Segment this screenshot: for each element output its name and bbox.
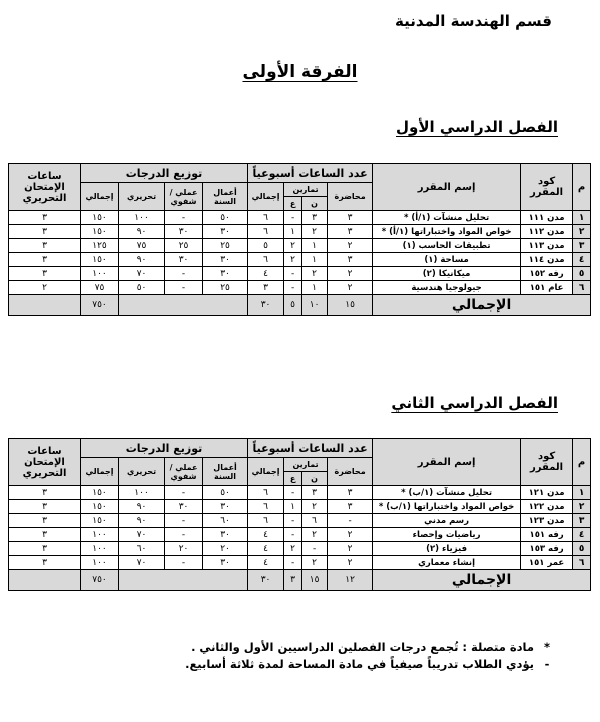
lecture-cell: ٣ xyxy=(328,253,373,267)
year-work-cell: ٣٠ xyxy=(203,253,248,267)
row-index-cell: ١ xyxy=(573,211,591,225)
written-cell: ٥٠ xyxy=(119,281,165,295)
header-lecture: محاضرة xyxy=(328,458,373,486)
year-work-cell: ٣٠ xyxy=(203,267,248,281)
row-index-cell: ٦ xyxy=(573,556,591,570)
total-row xyxy=(9,295,591,316)
lecture-cell: ٣ xyxy=(328,500,373,514)
exercise-a-cell: ٢ xyxy=(284,239,302,253)
exam-hours-cell: ٣ xyxy=(9,239,81,253)
exercise-n-cell: ٣ xyxy=(302,211,328,225)
table-row xyxy=(9,542,591,556)
practical-oral-cell: ٣٠ xyxy=(165,225,203,239)
lecture-cell: - xyxy=(328,514,373,528)
course-name-cell: ميكانيكا (٢) xyxy=(373,267,521,281)
hours-total-cell: ٤ xyxy=(248,528,284,542)
total-empty-cell xyxy=(119,295,248,316)
table-row xyxy=(9,239,591,253)
course-code-cell: مدن ١١١ xyxy=(521,211,573,225)
table-row xyxy=(9,556,591,570)
lecture-cell: ٢ xyxy=(328,267,373,281)
header-marks-total: إجمالي xyxy=(81,458,119,486)
header-hours-group: عدد الساعات أسبوعياً xyxy=(248,164,373,183)
exercise-a-cell: - xyxy=(284,486,302,500)
lecture-cell: ٢ xyxy=(328,542,373,556)
header-written: تحريري xyxy=(119,183,165,211)
header-hours-total: إجمالي xyxy=(248,458,284,486)
exercise-n-cell: ٢ xyxy=(302,556,328,570)
marks-total-cell: ١٠٠ xyxy=(81,267,119,281)
written-cell: ١٠٠ xyxy=(119,486,165,500)
exercise-a-cell: ٢ xyxy=(284,542,302,556)
note-item xyxy=(185,657,560,674)
hours-total-cell: ٦ xyxy=(248,514,284,528)
lecture-cell: ٢ xyxy=(328,556,373,570)
header-marks-group: توزيع الدرجات xyxy=(81,439,248,458)
department-title: قسم الهندسة المدنية xyxy=(395,12,552,30)
exam-hours-cell: ٣ xyxy=(9,225,81,239)
header-exercises: تمارين xyxy=(284,183,328,197)
year-work-cell: ٣٠ xyxy=(203,528,248,542)
course-code-cell: رفه ١٥٣ xyxy=(521,542,573,556)
hours-total-cell: ٥ xyxy=(248,239,284,253)
total-label: الإجمالي xyxy=(373,570,591,591)
marks-total-cell: ١٠٠ xyxy=(81,556,119,570)
year-work-cell: ٣٠ xyxy=(203,500,248,514)
total-hours: ٣٠ xyxy=(248,295,284,316)
hours-total-cell: ٦ xyxy=(248,225,284,239)
exam-hours-cell: ٣ xyxy=(9,556,81,570)
header-practical-oral: عملي / شفوي xyxy=(165,183,203,211)
header-exercise-n: ن xyxy=(302,197,328,211)
row-index-cell: ٦ xyxy=(573,281,591,295)
marks-total-cell: ١٥٠ xyxy=(81,225,119,239)
practical-oral-cell: - xyxy=(165,514,203,528)
row-index-cell: ٥ xyxy=(573,542,591,556)
year-work-cell: ٦٠ xyxy=(203,514,248,528)
year-work-cell: ٢٥ xyxy=(203,239,248,253)
hours-total-cell: ٦ xyxy=(248,500,284,514)
header-lecture: محاضرة xyxy=(328,183,373,211)
exercise-a-cell: - xyxy=(284,281,302,295)
year-work-cell: ٥٠ xyxy=(203,486,248,500)
exercise-n-cell: ١ xyxy=(302,239,328,253)
exercise-n-cell: - xyxy=(302,542,328,556)
year-work-cell: ٢٠ xyxy=(203,542,248,556)
exercise-a-cell: ١ xyxy=(284,500,302,514)
semester-1-title: الفصل الدراسي الأول xyxy=(396,118,558,136)
notes xyxy=(185,640,560,674)
course-code-cell: عام ١٥١ xyxy=(521,281,573,295)
header-exam-hours: ساعات الإمتحان التحريري xyxy=(9,164,81,211)
header-marks-group: توزيع الدرجات xyxy=(81,164,248,183)
course-code-cell: مدن ١١٤ xyxy=(521,253,573,267)
course-name-cell: تحليل منشآت (١/ب) * xyxy=(373,486,521,500)
total-label: الإجمالي xyxy=(373,295,591,316)
course-code-cell: مدن ١٢٣ xyxy=(521,514,573,528)
written-cell: ١٠٠ xyxy=(119,211,165,225)
exercise-n-cell: ١ xyxy=(302,253,328,267)
note-item xyxy=(185,640,560,657)
hours-total-cell: ٦ xyxy=(248,253,284,267)
practical-oral-cell: - xyxy=(165,556,203,570)
course-code-cell: رفه ١٥٢ xyxy=(521,267,573,281)
row-index-cell: ٢ xyxy=(573,225,591,239)
written-cell: ٧٠ xyxy=(119,267,165,281)
marks-total-cell: ١٥٠ xyxy=(81,500,119,514)
header-marks-total: إجمالي xyxy=(81,183,119,211)
exam-hours-cell: ٣ xyxy=(9,514,81,528)
year-work-cell: ٣٠ xyxy=(203,225,248,239)
written-cell: ٩٠ xyxy=(119,500,165,514)
practical-oral-cell: - xyxy=(165,528,203,542)
total-lecture: ١٢ xyxy=(328,570,373,591)
practical-oral-cell: - xyxy=(165,211,203,225)
semester-2-table xyxy=(8,438,591,591)
lecture-cell: ٣ xyxy=(328,211,373,225)
exam-hours-cell: ٣ xyxy=(9,253,81,267)
row-index-cell: ٤ xyxy=(573,253,591,267)
header-exam-hours: ساعات الإمتحان التحريري xyxy=(9,439,81,486)
course-code-cell: مدن ١١٣ xyxy=(521,239,573,253)
marks-total-cell: ١٥٠ xyxy=(81,211,119,225)
hours-total-cell: ٤ xyxy=(248,542,284,556)
exam-hours-cell: ٢ xyxy=(9,281,81,295)
table-row xyxy=(9,253,591,267)
year-work-cell: ٢٥ xyxy=(203,281,248,295)
total-marks: ٧٥٠ xyxy=(81,570,119,591)
total-empty-cell xyxy=(9,295,81,316)
course-code-cell: مدن ١٢١ xyxy=(521,486,573,500)
practical-oral-cell: ٣٠ xyxy=(165,500,203,514)
row-index-cell: ٣ xyxy=(573,239,591,253)
lecture-cell: ٢ xyxy=(328,528,373,542)
table-row xyxy=(9,514,591,528)
practical-oral-cell: ٣٠ xyxy=(165,253,203,267)
exercise-n-cell: ١ xyxy=(302,281,328,295)
note-marker: * xyxy=(543,640,550,654)
lecture-cell: ٣ xyxy=(328,486,373,500)
row-index-cell: ٣ xyxy=(573,514,591,528)
exercise-n-cell: ٦ xyxy=(302,514,328,528)
course-name-cell: جيولوجيا هندسية xyxy=(373,281,521,295)
exercise-a-cell: - xyxy=(284,556,302,570)
written-cell: ٧٠ xyxy=(119,528,165,542)
row-index-cell: ٤ xyxy=(573,528,591,542)
header-year-work: أعمال السنة xyxy=(203,183,248,211)
year-title: الفرقة الأولى xyxy=(242,62,358,82)
written-cell: ٩٠ xyxy=(119,225,165,239)
note-marker: - xyxy=(544,657,550,671)
table-row xyxy=(9,500,591,514)
header-exercise-a: ع xyxy=(284,472,302,486)
lecture-cell: ٣ xyxy=(328,225,373,239)
practical-oral-cell: ٢٥ xyxy=(165,239,203,253)
hours-total-cell: ٦ xyxy=(248,211,284,225)
written-cell: ٩٠ xyxy=(119,253,165,267)
header-written: تحريري xyxy=(119,458,165,486)
marks-total-cell: ١٥٠ xyxy=(81,253,119,267)
course-name-cell: خواص المواد واختباراتها (١/أ) * xyxy=(373,225,521,239)
course-name-cell: تطبيقات الحاسب (١) xyxy=(373,239,521,253)
header-code: كود المقرر xyxy=(521,164,573,211)
header-hours-group: عدد الساعات أسبوعياً xyxy=(248,439,373,458)
marks-total-cell: ١٢٥ xyxy=(81,239,119,253)
practical-oral-cell: - xyxy=(165,486,203,500)
exam-hours-cell: ٣ xyxy=(9,542,81,556)
exam-hours-cell: ٣ xyxy=(9,528,81,542)
table-row xyxy=(9,267,591,281)
course-name-cell: إنشاء معماري xyxy=(373,556,521,570)
exercise-n-cell: ٢ xyxy=(302,528,328,542)
practical-oral-cell: ٢٠ xyxy=(165,542,203,556)
header-practical-oral: عملي / شفوي xyxy=(165,458,203,486)
table-row xyxy=(9,225,591,239)
table-row xyxy=(9,486,591,500)
total-exercise-n: ١٠ xyxy=(302,295,328,316)
note-text: يؤدي الطلاب تدريباً صيفياً في مادة المساحة لمدة ثلاثة أسابيع. xyxy=(185,657,534,671)
exam-hours-cell: ٣ xyxy=(9,267,81,281)
marks-total-cell: ١٥٠ xyxy=(81,486,119,500)
total-hours: ٣٠ xyxy=(248,570,284,591)
course-name-cell: تحليل منشآت (١/أ) * xyxy=(373,211,521,225)
table-row xyxy=(9,211,591,225)
written-cell: ٧٥ xyxy=(119,239,165,253)
total-empty-cell xyxy=(119,570,248,591)
exercise-n-cell: ٢ xyxy=(302,500,328,514)
practical-oral-cell: - xyxy=(165,281,203,295)
total-marks: ٧٥٠ xyxy=(81,295,119,316)
exercise-a-cell: ٢ xyxy=(284,253,302,267)
practical-oral-cell: - xyxy=(165,267,203,281)
header-index: م xyxy=(573,164,591,211)
course-name-cell: رسم مدني xyxy=(373,514,521,528)
year-work-cell: ٥٠ xyxy=(203,211,248,225)
total-row xyxy=(9,570,591,591)
written-cell: ٩٠ xyxy=(119,514,165,528)
hours-total-cell: ٤ xyxy=(248,267,284,281)
course-name-cell: خواص المواد واختباراتها (١/ب) * xyxy=(373,500,521,514)
note-text: مادة متصلة : تُجمع درجات الفصلين الدراسيين الأول والثاني . xyxy=(191,640,534,654)
header-exercise-n: ن xyxy=(302,472,328,486)
table-row xyxy=(9,528,591,542)
marks-total-cell: ١٠٠ xyxy=(81,528,119,542)
year-work-cell: ٣٠ xyxy=(203,556,248,570)
exercise-n-cell: ٢ xyxy=(302,267,328,281)
header-hours-total: إجمالي xyxy=(248,183,284,211)
lecture-cell: ٢ xyxy=(328,281,373,295)
marks-total-cell: ٧٥ xyxy=(81,281,119,295)
total-exercise-a: ٣ xyxy=(284,570,302,591)
exam-hours-cell: ٣ xyxy=(9,500,81,514)
course-code-cell: رفه ١٥١ xyxy=(521,528,573,542)
course-code-cell: عمر ١٥١ xyxy=(521,556,573,570)
header-name: إسم المقرر xyxy=(373,164,521,211)
header-year-work: أعمال السنة xyxy=(203,458,248,486)
course-name-cell: فيزياء (٢) xyxy=(373,542,521,556)
row-index-cell: ٢ xyxy=(573,500,591,514)
exam-hours-cell: ٣ xyxy=(9,486,81,500)
written-cell: ٦٠ xyxy=(119,542,165,556)
marks-total-cell: ١٠٠ xyxy=(81,542,119,556)
total-lecture: ١٥ xyxy=(328,295,373,316)
exercise-a-cell: ١ xyxy=(284,225,302,239)
course-name-cell: مساحة (١) xyxy=(373,253,521,267)
written-cell: ٧٠ xyxy=(119,556,165,570)
course-name-cell: رياضيات وإحصاء xyxy=(373,528,521,542)
exercise-a-cell: - xyxy=(284,528,302,542)
header-code: كود المقرر xyxy=(521,439,573,486)
hours-total-cell: ٣ xyxy=(248,281,284,295)
marks-total-cell: ١٥٠ xyxy=(81,514,119,528)
total-exercise-n: ١٥ xyxy=(302,570,328,591)
row-index-cell: ١ xyxy=(573,486,591,500)
header-exercises: تمارين xyxy=(284,458,328,472)
course-code-cell: مدن ١١٢ xyxy=(521,225,573,239)
exercise-n-cell: ٢ xyxy=(302,225,328,239)
total-empty-cell xyxy=(9,570,81,591)
header-name: إسم المقرر xyxy=(373,439,521,486)
lecture-cell: ٢ xyxy=(328,239,373,253)
row-index-cell: ٥ xyxy=(573,267,591,281)
exam-hours-cell: ٣ xyxy=(9,211,81,225)
exercise-n-cell: ٣ xyxy=(302,486,328,500)
hours-total-cell: ٦ xyxy=(248,486,284,500)
header-index: م xyxy=(573,439,591,486)
total-exercise-a: ٥ xyxy=(284,295,302,316)
exercise-a-cell: - xyxy=(284,267,302,281)
exercise-a-cell: - xyxy=(284,211,302,225)
semester-2-title: الفصل الدراسي الثاني xyxy=(391,394,558,412)
table-row xyxy=(9,281,591,295)
header-exercise-a: ع xyxy=(284,197,302,211)
exercise-a-cell: - xyxy=(284,514,302,528)
hours-total-cell: ٤ xyxy=(248,556,284,570)
semester-1-table xyxy=(8,163,591,316)
course-code-cell: مدن ١٢٢ xyxy=(521,500,573,514)
